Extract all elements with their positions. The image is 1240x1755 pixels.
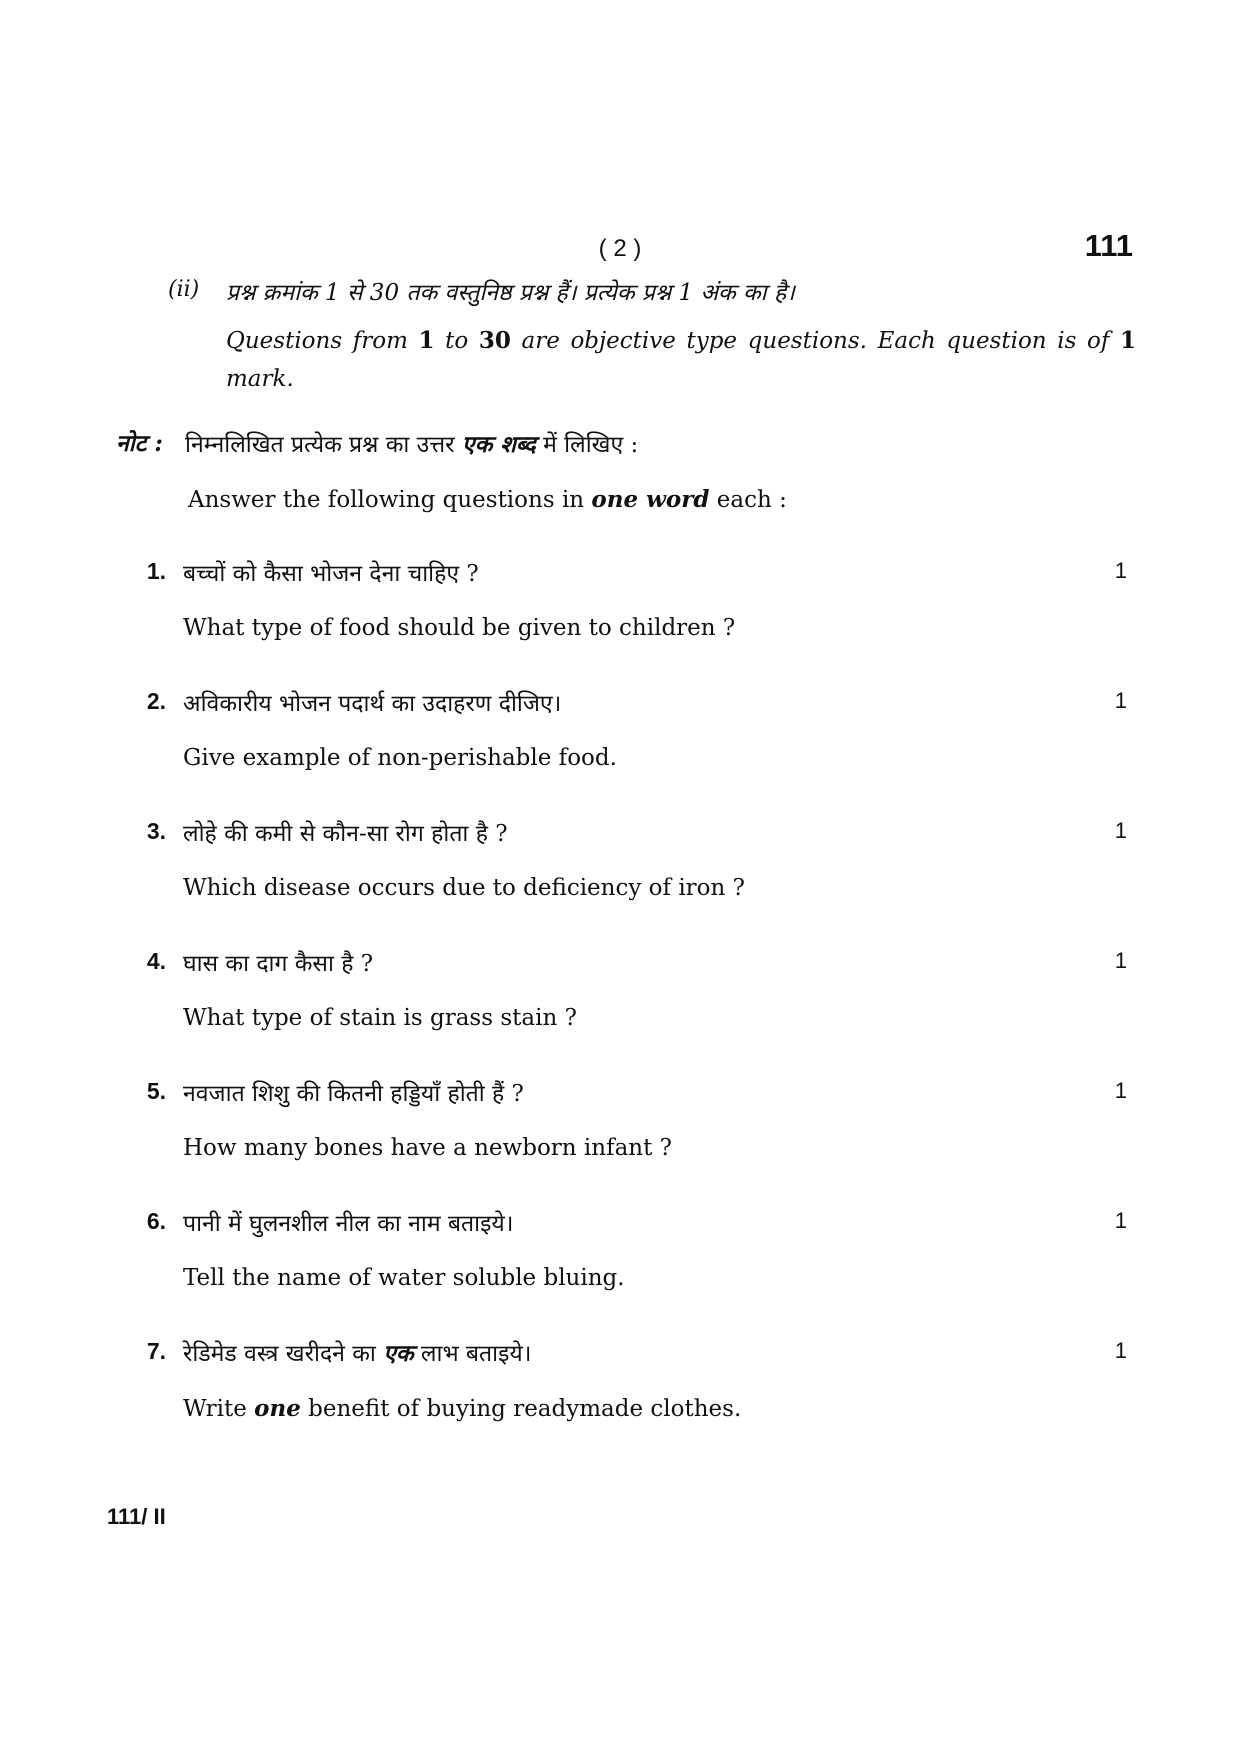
instruction-hindi: प्रश्न क्रमांक 1 से 30 तक वस्तुनिष्ठ प्रश्न हैं। प्रत्येक प्रश्न 1 अंक का है।	[226, 280, 795, 306]
instruction-label: (ii)	[168, 277, 200, 302]
paper-code: 111	[1084, 228, 1133, 263]
question-marks: 1	[1114, 1078, 1127, 1103]
question-number: 5.	[146, 1078, 166, 1104]
question-english: Tell the name of water soluble bluing.	[183, 1265, 625, 1291]
note-hindi: निम्नलिखित प्रत्येक प्रश्न का उत्तर एक शब्द में लिखिए :	[185, 431, 639, 458]
question-hindi: पानी में घुलनशील नील का नाम बताइये।	[183, 1211, 514, 1237]
question-number: 3.	[146, 818, 166, 844]
question-hindi: नवजात शिशु की कितनी हड्डियाँ होती हैं ?	[183, 1081, 524, 1107]
question-english: How many bones have a newborn infant ?	[183, 1135, 673, 1161]
question-marks: 1	[1114, 1208, 1127, 1233]
page-number: ( 2 )	[598, 235, 642, 262]
note-label: नोट :	[116, 430, 163, 457]
question-hindi: अविकारीय भोजन पदार्थ का उदाहरण दीजिए।	[183, 691, 562, 717]
footer-code: 111/ II	[107, 1504, 166, 1529]
question-number: 6.	[146, 1208, 166, 1234]
question-number: 7.	[146, 1338, 166, 1364]
question-english: Write one benefit of buying readymade clothes.	[183, 1395, 742, 1422]
question-marks: 1	[1114, 558, 1127, 583]
question-hindi: रेडिमेड वस्त्र खरीदने का एक लाभ बताइये।	[183, 1340, 532, 1367]
question-marks: 1	[1114, 818, 1127, 843]
question-marks: 1	[1114, 948, 1127, 973]
note-english: Answer the following questions in one word each :	[188, 486, 787, 513]
instruction-english: Questions from 1 to 30 are objective type questions. Each question is of 1 mark.	[226, 327, 1136, 392]
question-hindi: लोहे की कमी से कौन-सा रोग होता है ?	[183, 821, 508, 847]
question-english: What type of stain is grass stain ?	[183, 1005, 577, 1031]
question-english: What type of food should be given to children ?	[183, 615, 736, 641]
question-marks: 1	[1114, 688, 1127, 713]
question-english: Which disease occurs due to deficiency of iron ?	[183, 875, 745, 901]
question-english: Give example of non-perishable food.	[183, 745, 617, 771]
question-number: 1.	[146, 558, 166, 584]
question-hindi: घास का दाग कैसा है ?	[183, 951, 374, 977]
question-number: 2.	[146, 688, 166, 714]
question-marks: 1	[1114, 1338, 1127, 1363]
question-number: 4.	[146, 948, 166, 974]
question-hindi: बच्चों को कैसा भोजन देना चाहिए ?	[183, 561, 479, 587]
